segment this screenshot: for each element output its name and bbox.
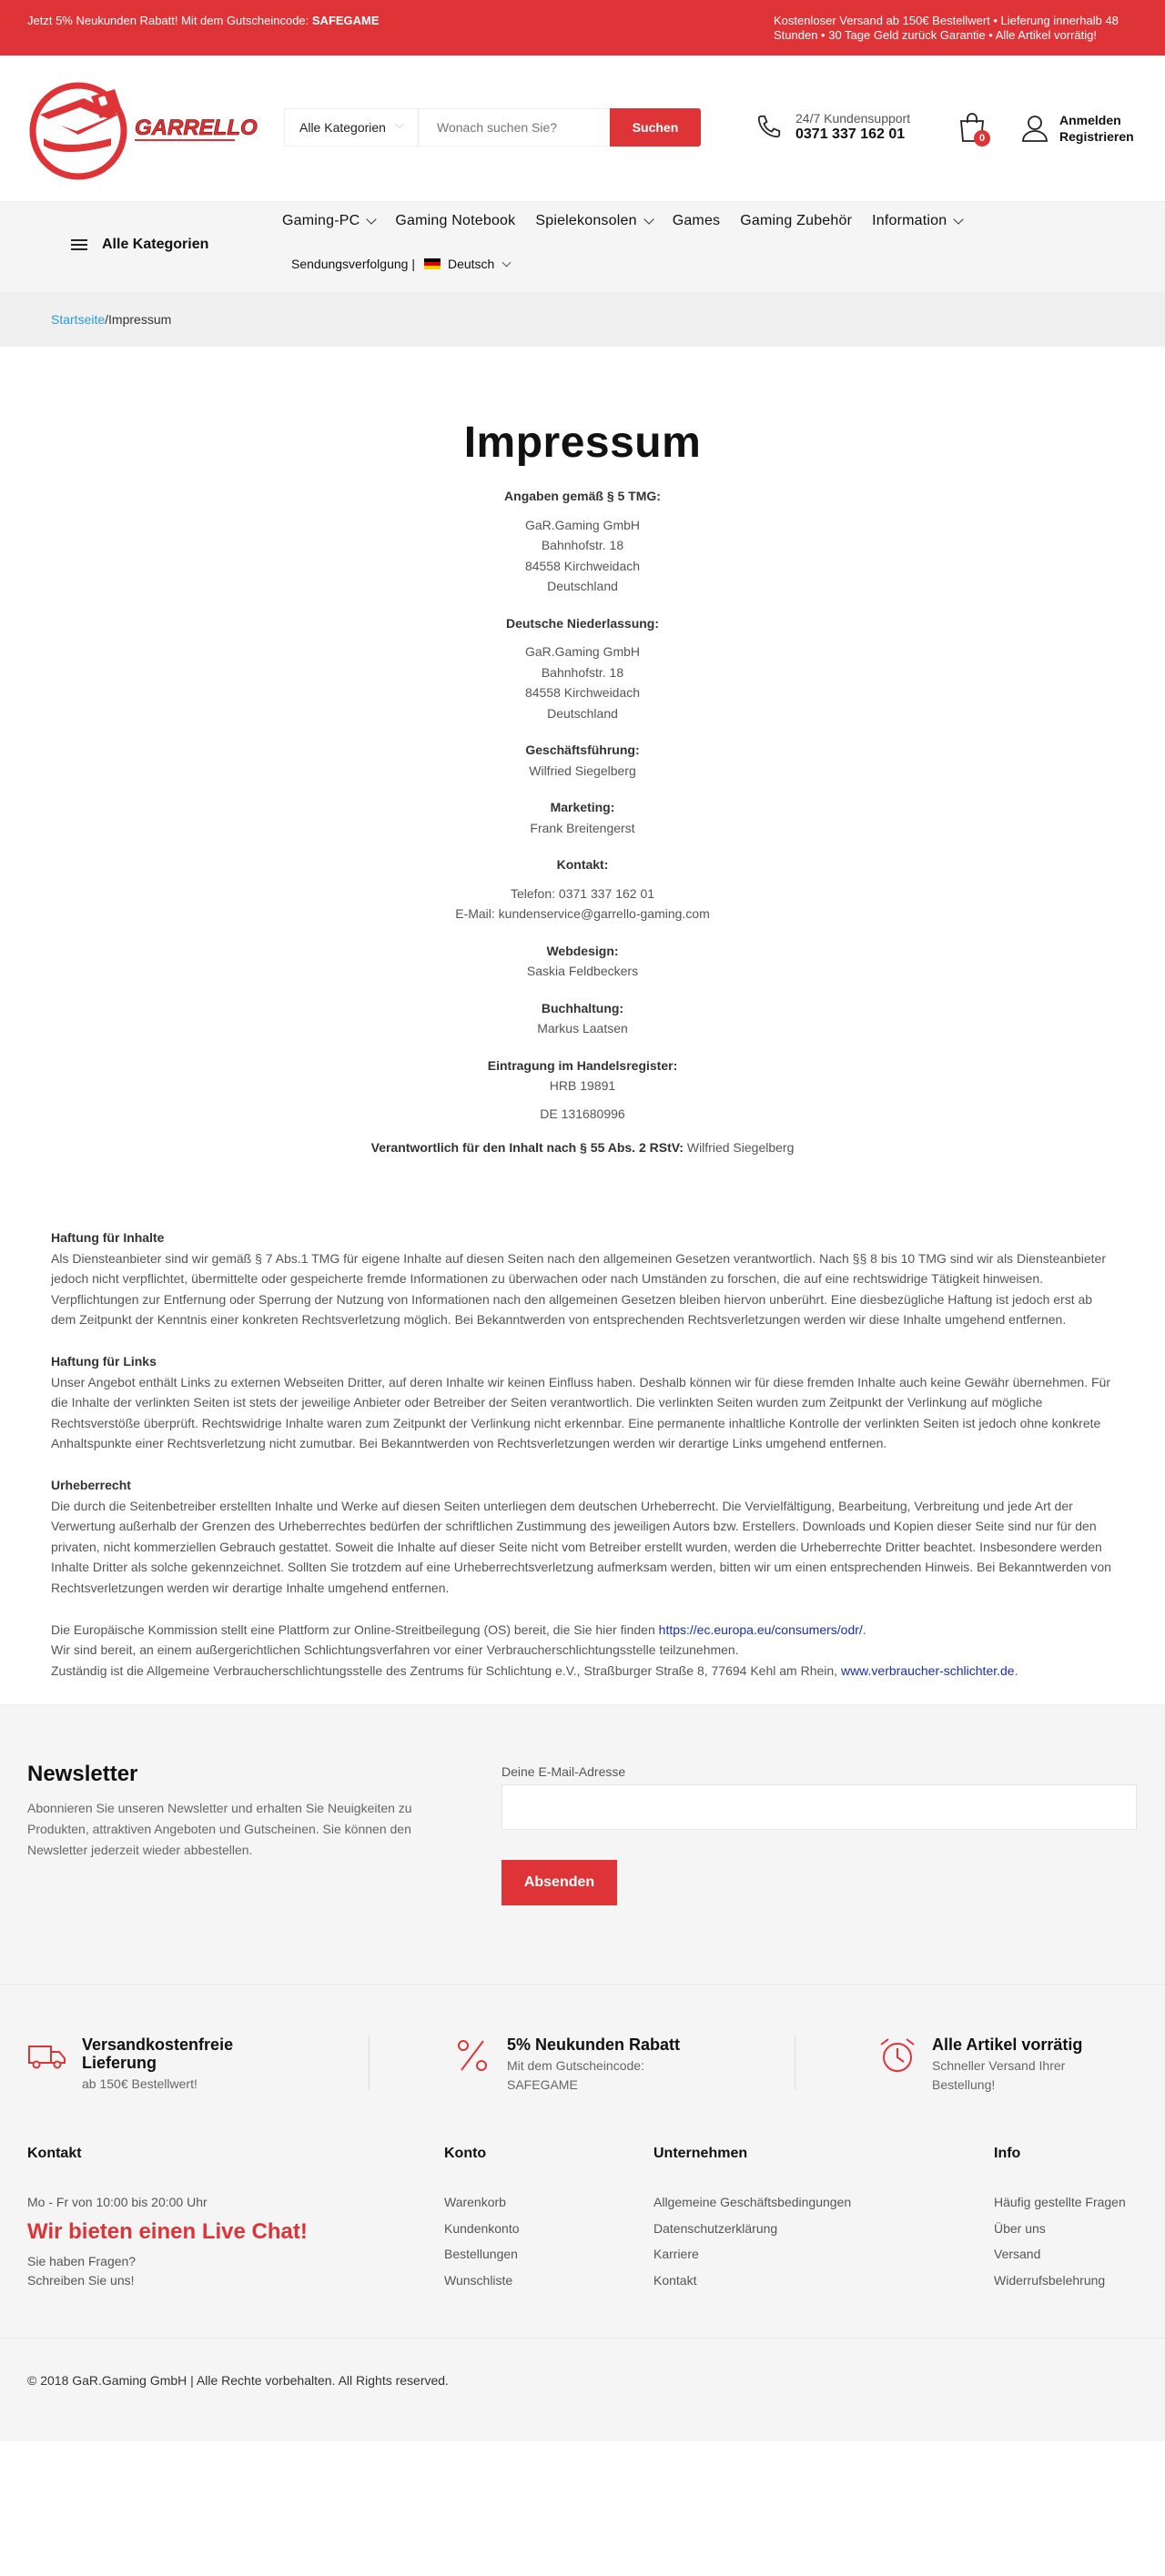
footer-heading: Kontakt <box>27 2146 82 2162</box>
nav-item-label: Spielekonsolen <box>535 213 637 228</box>
address-line: 84558 Kirchweidach <box>524 558 641 573</box>
category-select-label: Alle Kategorien <box>299 120 386 135</box>
percent-icon <box>452 2036 492 2076</box>
chevron-down-icon <box>502 258 512 267</box>
footer-link-account[interactable]: Kundenkonto <box>444 2220 520 2236</box>
features-bar <box>0 1984 1165 2146</box>
contact-phone: Telefon: 0371 337 162 01 <box>510 885 655 901</box>
category-select[interactable] <box>284 108 419 146</box>
impressum-content <box>0 418 1165 1681</box>
marketing-section <box>0 797 1165 838</box>
feature-shipping <box>27 2036 246 2094</box>
accounting-name: Markus Laatsen <box>537 1021 628 1035</box>
main-navigation <box>0 201 1165 292</box>
support-phone[interactable]: 0371 337 162 01 <box>795 126 906 142</box>
chevron-down-icon: ﹀ <box>394 124 404 135</box>
phone-icon <box>755 113 783 140</box>
logo-text: GARRELLO <box>135 116 258 140</box>
support-label: 24/7 Kundensupport <box>795 111 911 126</box>
chevron-down-icon <box>954 214 964 224</box>
feature-title: Alle Artikel vorrätig <box>932 2036 1083 2055</box>
search-bar <box>284 108 701 146</box>
promo-bar <box>0 0 1165 56</box>
language-select[interactable]: Deutsch <box>447 257 495 271</box>
address-line: Bahnhofstr. 18 <box>541 538 624 552</box>
section-heading: Angaben gemäß § 5 TMG: <box>504 489 661 503</box>
section-heading: Eintragung im Handelsregister: <box>487 1057 678 1073</box>
copyright-bar <box>0 2338 1165 2441</box>
footer-link-terms[interactable]: Allgemeine Geschäftsbedingungen <box>653 2195 852 2210</box>
promo-code: SAFEGAME <box>311 14 380 27</box>
feature-subtitle: ab 150€ Bestellwert! <box>82 2076 198 2092</box>
management-section <box>0 740 1165 781</box>
liability-links-section <box>51 1351 1114 1454</box>
garrello-logo-icon <box>27 78 258 178</box>
breadcrumb-separator: / <box>105 312 109 327</box>
all-categories-label: Alle Kategorien <box>102 237 209 252</box>
copyright-text: © 2018 GaR.Gaming GmbH | Alle Rechte vorbehalten. All Rights reserved. <box>27 2373 449 2389</box>
section-heading: Deutsche Niederlassung: <box>505 615 660 631</box>
section-body: Als Diensteanbieter sind wir gemäß § 7 Abs.1 TMG für eigene Inhalte auf diesen Seiten nach den allgemeinen Gesetzen verantwortlich. Nach §§ 8 bis 10 TMG sind wir als Diensteanbieter jedoch nicht verpflichtet, übermittelte oder gespeicherte fremde Informationen zu überwachen oder nach Umständen zu forschen, die auf eine rechtswidrige Tätigkeit hinweisen. Verpflichtungen zur Entfernung oder Sperrung der Nutzung von Informationen nach den allgemeinen Gesetzen bleiben hiervon unberührt. Eine diesbezügliche Haftung ist jedoch erst ab dem Zeitpunkt der Kenntnis einer konkreten Rechtsverletzung möglich. Bei Bekanntwerden von entsprechenden Rechtsverletzungen werden wir diese Inhalte umgehend entfernen. <box>51 1250 1106 1328</box>
footer-company <box>653 2146 851 2293</box>
footer-link-contact[interactable]: Kontakt <box>653 2272 697 2288</box>
footer-link-about[interactable]: Über uns <box>994 2220 1046 2236</box>
feature-subtitle: Mit dem Gutscheincode: SAFEGAME <box>507 2058 644 2093</box>
footer-link-shipping[interactable]: Versand <box>994 2247 1041 2262</box>
promo-left <box>27 14 501 28</box>
all-categories-button[interactable] <box>71 237 208 253</box>
search-input[interactable] <box>419 108 610 146</box>
tmg-section <box>0 486 1165 597</box>
newsletter-section <box>0 1704 1165 1984</box>
sub-navigation <box>291 257 510 271</box>
register-number: HRB 19891 <box>549 1078 616 1093</box>
webdesign-section <box>0 941 1165 982</box>
feature-discount <box>452 2036 689 2095</box>
footer-link-withdrawal[interactable]: Widerrufsbelehrung <box>994 2272 1106 2288</box>
os-text: Die Europäische Kommission stellt eine Plattform zur Online-Streitbeilegung (OS) bereit, die Sie hier finden <box>51 1621 659 1637</box>
section-heading: Buchhaltung: <box>541 1000 624 1015</box>
newsletter-email-input[interactable] <box>501 1784 1137 1830</box>
accounting-section <box>0 998 1165 1039</box>
nav-item-spielekonsolen[interactable] <box>535 213 652 229</box>
contact-email: E-Mail: kundenservice@garrello-gaming.com <box>455 906 710 921</box>
address-line: Deutschland <box>547 705 618 721</box>
punctuation: . <box>1014 1662 1018 1678</box>
nav-item-gaming-pc[interactable] <box>282 213 375 229</box>
hamburger-icon <box>71 237 87 253</box>
breadcrumb-home-link[interactable]: Startseite <box>51 312 106 327</box>
live-chat-link[interactable]: Wir bieten einen Live Chat! <box>27 2218 308 2244</box>
feature-title: Versandkostenfreie Lieferung <box>82 2036 234 2073</box>
truck-icon <box>27 2036 67 2076</box>
liability-content-section <box>51 1227 1114 1330</box>
feature-subtitle: Schneller Versand Ihrer Bestellung! <box>932 2058 1066 2093</box>
register-link[interactable]: Registrieren <box>1059 129 1134 144</box>
footer-link-cart[interactable]: Warenkorb <box>444 2195 506 2210</box>
section-heading: Haftung für Inhalte <box>51 1230 165 1245</box>
footer-contact <box>27 2146 410 2290</box>
tracking-link[interactable]: Sendungsverfolgung | <box>291 257 415 271</box>
responsible-name: Wilfried Siegelberg <box>683 1140 795 1155</box>
page-title: Impressum <box>463 419 702 467</box>
verbraucher-schlichter-link[interactable]: www.verbraucher-schlichter.de <box>840 1662 1015 1678</box>
user-icon <box>1021 114 1048 143</box>
dispute-resolution-section <box>51 1620 1114 1682</box>
address-line: Deutschland <box>547 579 618 593</box>
contact-section <box>0 854 1165 924</box>
footer-info <box>994 2146 1126 2293</box>
vat-id: DE 131680996 <box>540 1106 625 1121</box>
german-flag-icon <box>424 258 441 269</box>
os-line-2: Wir sind bereit, an einem außergerichtlichen Schlichtungsverfahren vor einer Verbraucherschlichtungsstelle teilzunehmen. <box>51 1642 739 1658</box>
nav-item-label: Gaming Notebook <box>395 213 516 228</box>
nav-item-label: Gaming-PC <box>282 213 360 228</box>
section-heading: Urheberrecht <box>51 1477 131 1492</box>
newsletter-description: Abonnieren Sie unseren Newsletter und erhalten Sie Neuigkeiten zu Produkten, attraktiven Angeboten und Gutscheinen. Sie können den Newsletter jederzeit wieder abbestellen. <box>27 1801 412 1858</box>
cart-count-badge: 0 <box>974 130 990 146</box>
section-heading: Haftung für Links <box>51 1353 157 1369</box>
footer-link-wishlist[interactable]: Wunschliste <box>444 2272 513 2288</box>
account-link[interactable] <box>1021 112 1134 145</box>
chevron-down-icon <box>643 214 653 224</box>
section-body: Die durch die Seitenbetreiber erstellten Inhalte und Werke auf diesen Seiten unterliegen dem deutschen Urheberrecht. Die Vervielfältigung, Bearbeitung, Verbreitung und jede Art der Verwertung außerhalb der Grenzen des Urheberrechtes bedürfen der schriftlichen Zustimmung des jeweiligen Autors bzw. Erstellers. Downloads und Kopien dieser Seite sind nur für den privaten, nicht kommerziellen Gebrauch gestattet. Soweit die Inhalte auf dieser Seite nicht vom Betreiber erstellt wurden, werden die Urheberrechte Dritter beachtet. Insbesondere werden Inhalte Dritter als solche gekennzeichnet. Sollten Sie trotzdem auf eine Urheberrechtsverletzung aufmerksam werden, bitten wir um einen entsprechenden Hinweis. Bei Bekanntwerden von Rechtsverletzungen werden wir derartige Inhalte umgehend entfernen. <box>51 1498 1111 1595</box>
copyright-section <box>51 1475 1114 1599</box>
newsletter-title: Newsletter <box>27 1762 138 1787</box>
contact-cta: Schreiben Sie uns! <box>27 2272 135 2288</box>
chevron-down-icon <box>367 214 377 224</box>
breadcrumb <box>0 292 1165 347</box>
responsible-person <box>0 1140 1165 1155</box>
punctuation: . <box>862 1621 866 1637</box>
feature-title: 5% Neukunden Rabatt <box>507 2036 681 2055</box>
promo-text: Jetzt 5% Neukunden Rabatt! Mit dem Gutscheincode: <box>27 14 312 27</box>
management-name: Wilfried Siegelberg <box>529 763 636 778</box>
breadcrumb-current: Impressum <box>108 312 172 327</box>
legal-text <box>0 1227 1165 1681</box>
cart-button[interactable] <box>957 112 990 146</box>
responsible-label: Verantwortlich für den Inhalt nach § 55 Abs. 2 RStV: <box>370 1140 684 1155</box>
marketing-name: Frank Breitengerst <box>530 820 635 835</box>
address-line: 84558 Kirchweidach <box>524 685 641 700</box>
odr-link[interactable]: https://ec.europa.eu/consumers/odr/ <box>658 1621 863 1637</box>
footer-heading: Unternehmen <box>653 2146 748 2162</box>
section-heading: Geschäftsführung: <box>525 742 640 757</box>
footer-link-privacy[interactable]: Datenschutzerklärung <box>653 2220 778 2236</box>
register-section <box>0 1056 1165 1125</box>
address-line: GaR.Gaming GmbH <box>524 517 641 532</box>
section-heading: Marketing: <box>550 800 615 814</box>
nav-item-gaming-notebook[interactable] <box>395 213 515 229</box>
footer-link-orders[interactable]: Bestellungen <box>444 2247 518 2262</box>
webdesign-name: Saskia Feldbeckers <box>526 964 639 978</box>
nav-item-gaming-zubehoer[interactable] <box>740 213 852 229</box>
footer-account <box>444 2146 520 2293</box>
nav-item-games[interactable] <box>673 213 721 229</box>
nav-item-label: Information <box>872 213 947 228</box>
section-body: Unser Angebot enthält Links zu externen Webseiten Dritter, auf deren Inhalte wir keinen Einfluss haben. Deshalb können wir für diese fremden Inhalte auch keine Gewähr übernehmen. Für die Inhalte der verlinkten Seiten ist stets der jeweilige Anbieter oder Betreiber der Seiten verantwortlich. Die verlinkten Seiten wurden zum Zeitpunkt der Verlinkung auf mögliche Rechtsverstöße überprüft. Rechtswidrige Inhalte waren zum Zeitpunkt der Verlinkung nicht erkennbar. Eine permanente inhaltliche Kontrolle der verlinkten Seiten ist jedoch ohne konkrete Anhaltspunkte einer Rechtsverletzung nicht zumutbar. Bei Bekanntwerden von Rechtsverletzungen werden wir derartige Links umgehend entfernen. <box>51 1374 1110 1451</box>
os-line-3 <box>51 1661 1114 1682</box>
footer-heading: Info <box>994 2146 1021 2162</box>
address-line: GaR.Gaming GmbH <box>524 644 641 659</box>
footer-link-faq[interactable]: Häufig gestellte Fragen <box>994 2195 1126 2210</box>
main-menu <box>282 213 982 229</box>
branch-section <box>0 613 1165 724</box>
email-label: Deine E-Mail-Adresse <box>501 1764 626 1780</box>
divider <box>369 2036 370 2090</box>
newsletter-submit-button[interactable]: Absenden <box>501 1860 617 1905</box>
site-logo[interactable] <box>27 78 258 178</box>
os-line-1 <box>51 1620 1114 1641</box>
footer-heading: Konto <box>444 2146 487 2162</box>
feature-stock <box>877 2036 1105 2095</box>
os-text: Zuständig ist die Allgemeine Verbraucherschlichtungsstelle des Zentrums für Schlichtung e.V., Straßburger Straße 8, 77694 Kehl am Rhein, <box>51 1662 841 1678</box>
nav-item-label: Games <box>672 213 721 228</box>
site-header <box>0 56 1165 201</box>
opening-hours: Mo - Fr von 10:00 bis 20:00 Uhr <box>27 2195 208 2210</box>
contact-question: Sie haben Fragen? <box>27 2253 137 2268</box>
section-heading: Webdesign: <box>546 943 619 958</box>
search-button[interactable]: Suchen <box>610 108 701 146</box>
footer-link-careers[interactable]: Karriere <box>653 2247 699 2262</box>
alarm-clock-icon <box>877 2036 917 2076</box>
nav-item-label: Gaming Zubehör <box>740 213 853 228</box>
support-info <box>755 110 910 143</box>
site-footer <box>0 2146 1165 2338</box>
login-link[interactable]: Anmelden <box>1059 113 1121 127</box>
nav-item-information[interactable] <box>872 213 962 229</box>
section-heading: Kontakt: <box>556 857 609 872</box>
shipping-info: Kostenloser Versand ab 150€ Bestellwert • Lieferung innerhalb 48 Stunden • 30 Tage Geld zurück Garantie • Alle Artikel vorrätig! <box>774 14 1119 42</box>
address-line: Bahnhofstr. 18 <box>541 664 624 680</box>
